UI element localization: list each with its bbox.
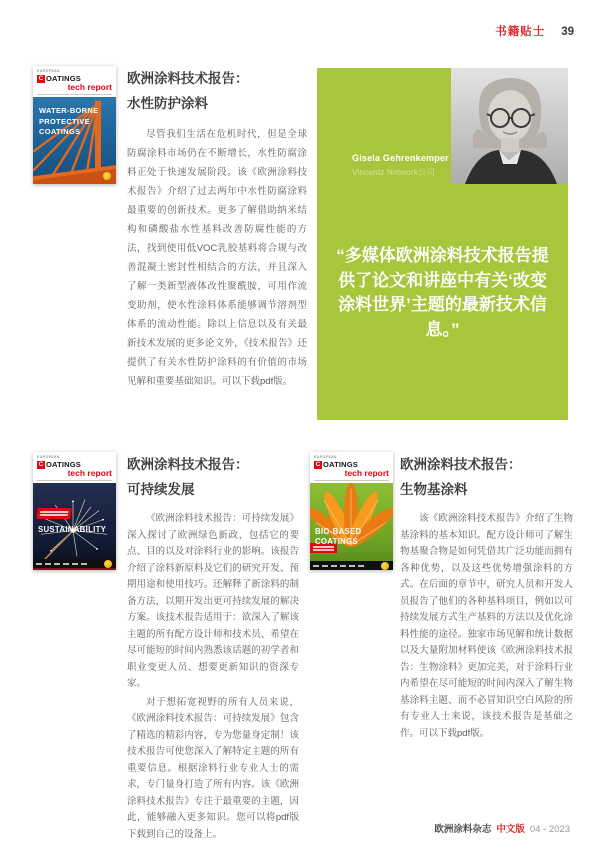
brand-coatings-label: OATINGS xyxy=(46,460,82,469)
article-title-line2: 生物基涂料 xyxy=(400,482,468,497)
page-number: 39 xyxy=(561,26,574,38)
section-label: 书籍贴士 xyxy=(495,26,546,38)
brand-coatings-label: OATINGS xyxy=(46,74,82,83)
article-body-paragraph: 对于想拓宽视野的所有人员来说，《欧洲涂料技术报告：可持续发展》包含了精选的精彩内容，专为您量身定制！该技术报告可使您深入了解特定主题的所有重要信息。根据涂料行业专业人士的需求，专门量身打造了所有内容。该《欧洲涂料技术报告》专注于最重要的主题，因此，能够融入更多知识。您可以将pdf版下载到自己的设备上。 xyxy=(127,696,299,840)
cover-title-waterborne: WATER-BORNE PROTECTIVE COATINGS xyxy=(39,106,99,136)
article-waterborne xyxy=(33,66,307,391)
brand-european-label: EUROPEAN xyxy=(37,455,60,459)
footer-issue-number: 04 - 2023 xyxy=(529,824,570,835)
article-body-paragraph: 《欧洲涂料技术报告：可持续发展》深入探讨了欧洲绿色新政，包括它的要点、目的以及对涂料行业的影响。该报告介绍了涂料新原料及它们的研究开发、预期用途和使用技巧。还解释了新涂料的制备方法，以期开发出更可持续发展的解决方案。该技术报告适用于：欲深入了解该主题的所有配方设计师和技术员、希望在尽可能短的时间内熟悉该话题的初学者和职业变更人员、想要更新知识的资深专家。 xyxy=(127,513,299,689)
brand-divider xyxy=(37,94,112,95)
book-cover-biobased xyxy=(310,452,393,570)
brand-european-label: EUROPEAN xyxy=(37,69,60,73)
page-header xyxy=(495,23,574,39)
footer-magazine-name: 欧洲涂料杂志 xyxy=(434,824,492,835)
brand-techreport-label: tech report xyxy=(67,468,112,478)
article-title-line1: 欧洲涂料技术报告： xyxy=(400,457,522,472)
sparkler-image xyxy=(33,483,116,559)
article-title-line1: 欧洲涂料技术报告： xyxy=(127,71,249,86)
publisher-logo-dot xyxy=(104,560,112,568)
article-title xyxy=(127,66,307,116)
footer-edition-label: 中文版 xyxy=(496,824,525,835)
article-title xyxy=(400,452,573,502)
article-title-line2: 水性防护涂料 xyxy=(127,96,208,111)
person-caption xyxy=(352,153,449,178)
article-title-line2: 可持续发展 xyxy=(127,482,195,497)
person-name: Gisela Gehrenkemper xyxy=(352,153,449,163)
brand-techreport-label: tech report xyxy=(67,82,112,92)
brand-coatings-label: OATINGS xyxy=(323,460,359,469)
brand-divider xyxy=(314,480,389,481)
quote-text: “多媒体欧洲涂料技术报告提供了论文和讲座中有关‘改变涂料世界’主题的最新技术信息。” xyxy=(336,246,549,339)
brand-c-icon: C xyxy=(38,461,44,468)
article-sustainability xyxy=(33,452,299,843)
brand-european-label: EUROPEAN xyxy=(314,455,337,459)
brand-divider xyxy=(37,480,112,481)
brand-c-icon: C xyxy=(315,461,321,468)
portrait-photo xyxy=(451,68,568,184)
brand-techreport-label: tech report xyxy=(344,468,389,478)
article-biobased xyxy=(310,452,573,742)
article-body: 该《欧洲涂料技术报告》介绍了生物基涂料的基本知识。配方设计师可了解生物基聚合物是如何凭借其广泛功能而拥有各种优势，以及这些优势增强涂料的方式。在后面的章节中，研究人员和开发人员报告了他们的各种基料项目，例如以可持续发展方式生产基料的方法以及优化涂料性能的途径。独家市场见解和统计数据以及大量附加材料使该《欧洲涂料技术报告：生物涂料》更加完美，对于涂料行业内希望在尽可能短的时间内深入了解生物基涂料主题、而不必冒知识空白风险的所有专业人士来说，该技术报告是基础之作。可以下载pdf版。 xyxy=(400,513,573,739)
article-title xyxy=(127,452,299,502)
book-cover-sustainability xyxy=(33,452,116,570)
book-cover-waterborne xyxy=(33,66,116,184)
article-body: 尽管我们生活在危机时代，但是全球防腐涂料市场仍在不断增长，水性防腐涂料正处于快速发展阶段。该《欧洲涂料技术报告》介绍了过去两年中水性防腐涂料最重要的创新技术。更多了解借助纳米结构和磷酸盐水性基料改善防腐性能的方法，找到使用低VOC乳胶基料将合规与改善混凝土密封性相结合的方法，并且深入了解一类新型液体改性聚酰胺，可用作流变助剂，使水性涂料体系能够调节溶剂型体系的流动性能。除以上信息以及有关最新技术发展的更多论文外，《技术报告》还提供了有关水性防护涂料的有价值的市场见解和重要基础知识。可以下载pdf版。 xyxy=(127,129,307,387)
cover-brand-logo xyxy=(33,66,116,97)
publisher-logo-dot xyxy=(103,172,111,180)
cover-title-sustainability: SUSTAINABILITY xyxy=(38,525,107,534)
publisher-logo-dot xyxy=(381,562,389,570)
cover-footer-bar xyxy=(310,561,393,570)
person-organization: Vincentz Network公司 xyxy=(352,167,435,177)
article-title-line1: 欧洲涂料技术报告： xyxy=(127,457,249,472)
cover-footer-bar xyxy=(33,559,116,568)
page-footer xyxy=(434,821,570,835)
cover-bottom-line xyxy=(33,568,116,570)
quote-box xyxy=(317,68,568,420)
brand-c-icon: C xyxy=(38,75,44,82)
cover-brand-logo xyxy=(310,452,393,483)
cover-title-biobased: BIO-BASED COATINGS xyxy=(315,526,362,547)
cover-ribbon xyxy=(36,508,72,519)
cover-brand-logo xyxy=(33,452,116,483)
